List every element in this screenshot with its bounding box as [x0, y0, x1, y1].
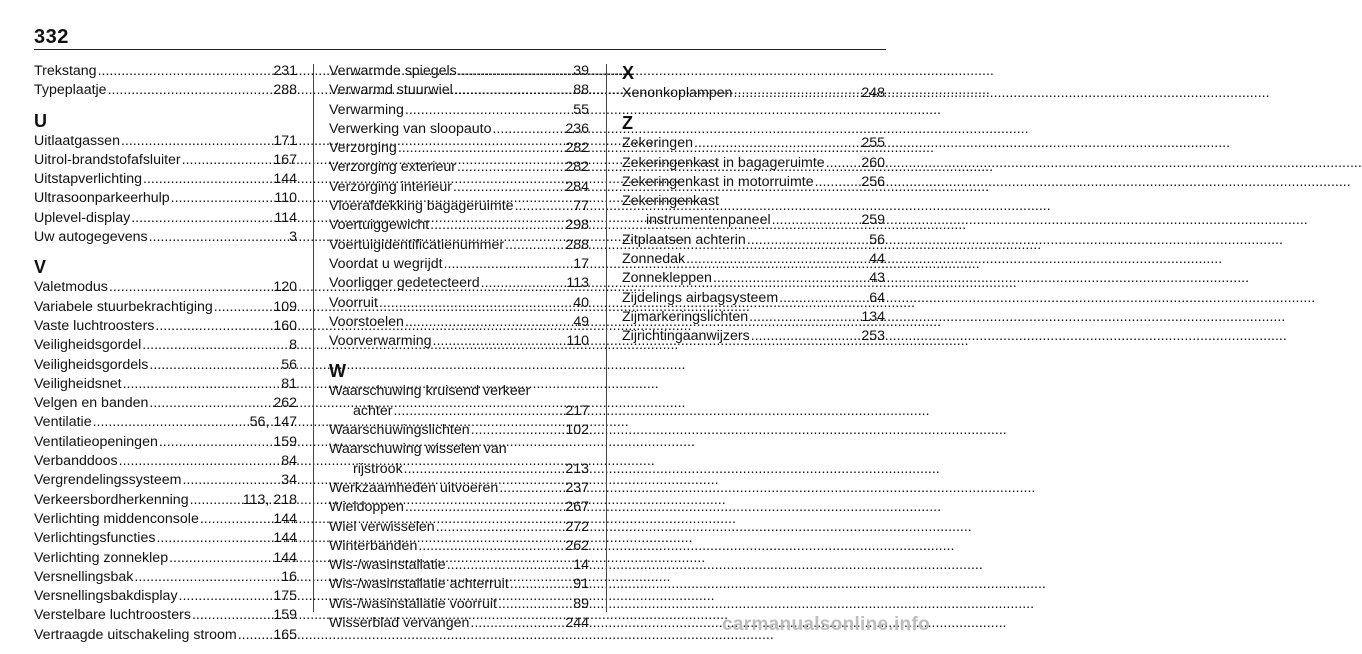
- index-term: Velgen en banden: [34, 395, 149, 412]
- index-entry: [622, 289, 885, 308]
- index-entry: [622, 269, 885, 288]
- dot-leader: [686, 250, 868, 269]
- index-term: Waarschuwing kruisend verkeer: [329, 383, 531, 400]
- dot-leader: [433, 332, 566, 351]
- section-letter: W: [329, 361, 346, 382]
- dot-leader: [492, 120, 564, 139]
- dot-leader: [515, 197, 573, 216]
- page-reference: 159: [273, 607, 297, 624]
- index-entry: [329, 498, 589, 517]
- page-reference: 272: [565, 518, 589, 535]
- index-term: Wis-/wasinstallatie voorruit: [329, 595, 497, 612]
- index-term: Veiligheidsgordel: [34, 337, 142, 354]
- page-reference: 144: [273, 510, 297, 527]
- index-term: Ventilatie: [34, 414, 92, 431]
- section-letter: X: [622, 63, 635, 83]
- page-reference: 114: [274, 209, 297, 226]
- index-entry: [34, 587, 297, 606]
- page-reference: 102: [565, 422, 589, 439]
- dot-leader: [453, 178, 564, 197]
- index-term: achter: [353, 402, 393, 419]
- index-entry: [34, 189, 297, 208]
- page-reference: 160: [273, 317, 297, 334]
- index-term: Verzorging exterieur: [329, 159, 456, 176]
- index-entry: [329, 614, 589, 633]
- dot-leader: [108, 81, 273, 100]
- index-term: Verstelbare luchtroosters: [34, 607, 191, 624]
- page-reference: 89: [573, 595, 589, 612]
- page-reference: 267: [565, 499, 589, 516]
- dot-leader: [505, 236, 564, 255]
- page-reference: 17: [573, 255, 589, 272]
- index-entry: [34, 626, 297, 645]
- index-entry: [34, 452, 297, 471]
- dot-leader: [405, 101, 572, 120]
- dot-leader: [713, 269, 868, 288]
- dot-leader: [98, 62, 273, 81]
- index-entry: [622, 84, 885, 103]
- index-entry: [622, 173, 885, 192]
- index-section: [34, 256, 297, 645]
- dot-leader: [405, 498, 564, 517]
- index-entry: [34, 549, 297, 568]
- index-entry: [622, 134, 885, 153]
- dot-leader: [109, 278, 272, 297]
- index-term: Veiligheidsgordels: [34, 356, 149, 373]
- page-reference: 110: [274, 190, 297, 207]
- page-reference: 56, 147: [249, 414, 297, 431]
- index-term: Werkzaamheden uitvoeren: [329, 479, 499, 496]
- page-reference: 282: [565, 140, 589, 157]
- index-entry: [34, 62, 297, 81]
- index-term: Zijrichtingaanwijzers: [622, 328, 750, 345]
- index-term: Zitplaatsen achterin: [622, 231, 746, 248]
- index-term: Verwarmde spiegels: [329, 63, 457, 79]
- index-entry: [329, 120, 589, 139]
- index-term: Voertuigidentificatienummer: [329, 236, 505, 253]
- section-letter: U: [34, 110, 47, 131]
- index-term: Wiel verwisselen: [329, 518, 435, 535]
- dot-leader: [123, 375, 281, 394]
- dot-leader: [481, 274, 566, 293]
- index-section: [34, 62, 297, 101]
- index-entry: [34, 151, 297, 170]
- index-term: Voorruit: [329, 294, 378, 311]
- index-entry: [622, 327, 885, 346]
- index-term: Waarschuwingslichten: [329, 422, 470, 439]
- dot-leader: [182, 471, 280, 490]
- index-entry: [329, 460, 589, 479]
- dot-leader: [733, 84, 860, 103]
- index-term: Zekeringen: [622, 135, 693, 152]
- page-reference: 262: [565, 537, 589, 554]
- index-entry: [34, 491, 297, 510]
- page-reference: 8: [289, 337, 297, 354]
- dot-leader: [149, 394, 272, 413]
- index-entry: [622, 154, 885, 173]
- index-entry: [329, 274, 589, 293]
- dot-leader: [418, 537, 564, 556]
- page-reference: 237: [565, 479, 589, 496]
- page-reference: 231: [273, 63, 297, 79]
- dot-leader: [470, 614, 564, 633]
- dot-leader: [190, 491, 242, 510]
- index-entry: [622, 250, 885, 269]
- index-term: Ventilatieopeningen: [34, 433, 158, 450]
- index-entry: [329, 518, 589, 537]
- page-reference: 3: [289, 229, 297, 246]
- page-reference: 84: [281, 453, 297, 470]
- dot-leader: [93, 413, 249, 432]
- index-entry: [34, 278, 297, 297]
- index-column-1: [34, 62, 297, 654]
- index-entry: [329, 236, 589, 255]
- dot-leader: [471, 421, 565, 440]
- index-entry: [329, 139, 589, 158]
- index-section: [329, 62, 589, 351]
- dot-leader: [772, 211, 861, 230]
- index-entry: [34, 433, 297, 452]
- page-reference: 16: [281, 568, 297, 585]
- index-entry: [34, 471, 297, 490]
- index-entry: [329, 402, 589, 421]
- page-reference: 167: [273, 151, 297, 168]
- page-reference: 288: [273, 82, 297, 99]
- dot-leader: [134, 568, 280, 587]
- index-term: Verbanddoos: [34, 453, 118, 470]
- index-term: Verzorging: [329, 140, 397, 157]
- page-reference: 134: [861, 308, 885, 325]
- dot-leader: [379, 294, 572, 313]
- page-reference: 260: [861, 154, 885, 171]
- index-term: Zekeringenkast in bagageruimte: [622, 154, 825, 171]
- dot-leader: [404, 460, 565, 479]
- page-reference: 49: [573, 313, 589, 330]
- dot-leader: [779, 289, 868, 308]
- dot-leader: [155, 317, 272, 336]
- dot-leader: [694, 134, 860, 153]
- index-term: Versnellingsbakdisplay: [34, 588, 178, 605]
- watermark: carmanualsonline.info: [722, 614, 930, 635]
- dot-leader: [447, 556, 573, 575]
- index-entry: [329, 216, 589, 235]
- index-term: Uw autogegevens: [34, 229, 148, 246]
- dot-leader: [131, 209, 273, 228]
- dot-leader: [149, 356, 280, 375]
- dot-leader: [121, 132, 272, 151]
- page-number: 332: [34, 26, 69, 48]
- index-entry: [34, 356, 297, 375]
- index-term: Verlichtingsfuncties: [34, 530, 156, 547]
- page-reference: 34: [281, 472, 297, 489]
- dot-leader: [751, 327, 861, 346]
- column-divider: [313, 64, 314, 612]
- index-entry: [34, 228, 297, 247]
- index-term: Vaste luchtroosters: [34, 317, 155, 334]
- index-term: Uitrol-brandstofafsluiter: [34, 151, 181, 168]
- index-term: Waarschuwing wisselen van: [329, 441, 507, 458]
- page-reference: 253: [861, 328, 885, 345]
- dot-leader: [747, 231, 868, 250]
- page-reference: 88: [573, 82, 589, 99]
- dot-leader: [436, 518, 565, 537]
- index-term: Trekstang: [34, 63, 97, 79]
- page-reference: 144: [273, 171, 297, 188]
- index-term: Zijdelings airbagsysteem: [622, 289, 779, 306]
- section-letter: V: [34, 257, 47, 278]
- index-term: Wis-/wasinstallatie achterruit: [329, 576, 509, 593]
- page-reference: 175: [273, 588, 297, 605]
- dot-leader: [142, 336, 288, 355]
- page-reference: 255: [861, 135, 885, 152]
- index-entry: [329, 313, 589, 332]
- dot-leader: [169, 549, 272, 568]
- dot-leader: [826, 154, 861, 173]
- dot-leader: [444, 255, 573, 274]
- dot-leader: [510, 575, 572, 594]
- index-term: Winterbanden: [329, 537, 418, 554]
- index-entry: [329, 101, 589, 120]
- index-entry: [34, 606, 297, 625]
- index-column-3: [622, 62, 885, 356]
- index-term: Voorligger gedetecteerd: [329, 275, 480, 292]
- index-entry: [329, 178, 589, 197]
- index-entry: [34, 209, 297, 228]
- index-term: Verwarming: [329, 101, 404, 118]
- dot-leader: [156, 529, 272, 548]
- index-term: Versnellingsbak: [34, 568, 134, 585]
- dot-leader: [457, 158, 564, 177]
- page-reference: 288: [565, 236, 589, 253]
- index-entry: [622, 231, 885, 250]
- index-entry: [329, 575, 589, 594]
- page-reference: 109: [273, 298, 297, 315]
- header-rule: [34, 49, 886, 50]
- index-entry: [329, 294, 589, 313]
- page-reference: 120: [273, 279, 297, 296]
- dot-leader: [238, 626, 273, 645]
- dot-leader: [749, 308, 860, 327]
- page-reference: 144: [273, 549, 297, 566]
- page-reference: 298: [565, 217, 589, 234]
- page-reference: 43: [869, 270, 885, 287]
- index-entry: [34, 413, 297, 432]
- index-entry: [329, 479, 589, 498]
- index-term: Zonnedak: [622, 251, 686, 268]
- page-reference: 39: [573, 63, 589, 79]
- page-reference: 244: [565, 615, 589, 632]
- index-column-2: [329, 62, 589, 642]
- index-term: Vertraagde uitschakeling stroom: [34, 626, 237, 643]
- page-reference: 77: [573, 198, 589, 215]
- dot-leader: [149, 228, 289, 247]
- index-entry: [34, 568, 297, 587]
- dot-leader: [119, 452, 281, 471]
- index-term: Voorverwarming: [329, 333, 432, 350]
- index-entry: [329, 556, 589, 575]
- page-reference: 262: [273, 395, 297, 412]
- dot-leader: [458, 62, 572, 81]
- index-entry: [34, 317, 297, 336]
- index-term: Zijmarkeringslichten: [622, 308, 749, 325]
- page-reference: 56: [281, 356, 297, 373]
- index-term: Verkeersbordherkenning: [34, 491, 189, 508]
- index-section: [329, 360, 589, 633]
- page-reference: 284: [565, 178, 589, 195]
- index-entry: [34, 298, 297, 317]
- column-divider: [606, 64, 607, 612]
- index-entry: [34, 132, 297, 151]
- index-term: Typeplaatje: [34, 82, 107, 99]
- page-reference: 91: [573, 576, 589, 593]
- index-entry: [622, 308, 885, 327]
- index-term: Uplevel-display: [34, 209, 131, 226]
- index-section: [34, 110, 297, 248]
- index-term: Verlichting middenconsole: [34, 510, 199, 527]
- dot-leader: [405, 313, 572, 332]
- index-entry: [329, 595, 589, 614]
- dot-leader: [499, 479, 564, 498]
- index-term: Vloerafdekking bagageruimte: [329, 198, 514, 215]
- dot-leader: [430, 216, 564, 235]
- dot-leader: [454, 81, 572, 100]
- index-term: instrumentenpaneel: [646, 212, 771, 229]
- index-entry: [329, 62, 589, 81]
- index-term: Voordat u wegrijdt: [329, 255, 443, 272]
- page-reference: 56: [869, 231, 885, 248]
- section-letter: Z: [622, 113, 633, 134]
- page-reference: 165: [273, 626, 297, 643]
- page-reference: 236: [565, 120, 589, 137]
- index-entry: [34, 375, 297, 394]
- page-reference: 113, 218: [242, 491, 297, 508]
- dot-leader: [200, 510, 272, 529]
- page-reference: 40: [573, 294, 589, 311]
- page-reference: 44: [869, 251, 885, 268]
- index-entry: [329, 332, 589, 351]
- dot-leader: [393, 402, 564, 421]
- index-term: Xenonkoplampen: [622, 85, 733, 101]
- index-term: Zekeringenkast: [622, 193, 719, 210]
- page-reference: 217: [565, 402, 589, 419]
- index-term: Zonnekleppen: [622, 270, 712, 287]
- index-term: Valetmodus: [34, 279, 108, 296]
- page-reference: 144: [273, 530, 297, 547]
- index-term: Verzorging interieur: [329, 178, 453, 195]
- index-term: Verwarmd stuurwiel: [329, 82, 453, 99]
- page-reference: 282: [565, 159, 589, 176]
- index-entry: [329, 255, 589, 274]
- index-entry: [34, 510, 297, 529]
- page-reference: 213: [565, 460, 589, 477]
- index-term: Zekeringenkast in motorruimte: [622, 173, 814, 190]
- index-term: Voorstoelen: [329, 313, 404, 330]
- page-reference: 259: [861, 212, 885, 229]
- index-section: [622, 62, 885, 103]
- page-reference: 14: [573, 557, 589, 574]
- page-reference: 55: [573, 101, 589, 118]
- index-term: Wisserblad vervangen: [329, 615, 470, 632]
- index-entry: [329, 81, 589, 100]
- index-section: [622, 112, 885, 346]
- index-term: Wis-/wasinstallatie: [329, 557, 446, 574]
- page-reference: 64: [869, 289, 885, 306]
- index-term: Verwerking van sloopauto: [329, 120, 492, 137]
- index-entry: [622, 211, 885, 230]
- index-entry: [34, 529, 297, 548]
- page-reference: 248: [861, 85, 885, 101]
- index-term: Uitlaatgassen: [34, 132, 120, 149]
- index-term: rijstrook: [353, 460, 403, 477]
- dot-leader: [171, 189, 274, 208]
- index-term: Verlichting zonneklep: [34, 549, 169, 566]
- page-reference: 113: [566, 275, 589, 292]
- index-term: Veiligheidsnet: [34, 375, 122, 392]
- dot-leader: [214, 298, 273, 317]
- page-reference: 110: [566, 333, 589, 350]
- index-entry: [329, 421, 589, 440]
- index-entry: [329, 158, 589, 177]
- index-term: Voertuiggewicht: [329, 217, 430, 234]
- index-entry: [34, 170, 297, 189]
- page-reference: 256: [861, 173, 885, 190]
- index-term: Ultrasoonparkeerhulp: [34, 190, 170, 207]
- dot-leader: [182, 151, 273, 170]
- dot-leader: [143, 170, 272, 189]
- index-term: Wieldoppen: [329, 499, 404, 516]
- page-reference: 159: [273, 433, 297, 450]
- page-reference: 81: [281, 375, 297, 392]
- page-reference: 171: [273, 132, 297, 149]
- index-entry: [329, 197, 589, 216]
- dot-leader: [192, 606, 272, 625]
- dot-leader: [159, 433, 272, 452]
- index-entry: [34, 81, 297, 100]
- index-entry: [329, 537, 589, 556]
- dot-leader: [815, 173, 861, 192]
- index-term: Vergrendelingssysteem: [34, 472, 182, 489]
- dot-leader: [498, 595, 572, 614]
- index-term: Variabele stuurbekrachtiging: [34, 298, 213, 315]
- dot-leader: [179, 587, 273, 606]
- index-term: Uitstapverlichting: [34, 171, 143, 188]
- index-entry: [34, 394, 297, 413]
- index-entry: [34, 336, 297, 355]
- dot-leader: [398, 139, 565, 158]
